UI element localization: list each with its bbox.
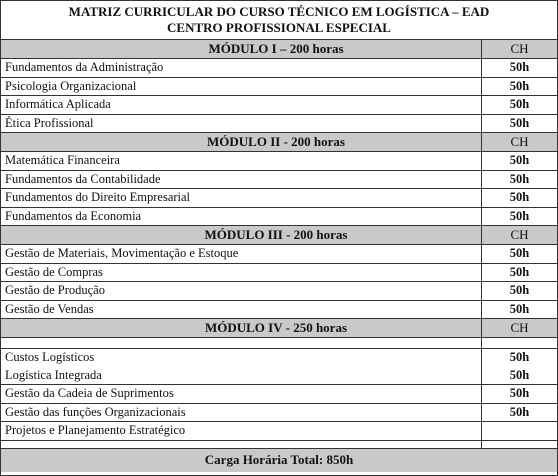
subject-name: Fundamentos da Administração: [1, 59, 482, 77]
subject-hours: 50h: [509, 208, 530, 223]
subject-name: Matemática Financeira: [1, 152, 482, 170]
title-line-2: CENTRO PROFISSIONAL ESPECIAL: [167, 20, 391, 35]
subject-hours: 50h: [509, 283, 530, 297]
table-row: [1, 245, 557, 264]
subject-hours: 50h: [509, 246, 530, 260]
subject-name: Fundamentos da Economia: [1, 208, 482, 226]
subject-hours: 50h: [509, 301, 530, 316]
subject-hours: 50h: [509, 367, 530, 382]
ch-header: CH: [510, 41, 529, 56]
subject-name: Informática Aplicada: [1, 96, 482, 114]
spacer-row: [1, 441, 557, 449]
table-row: [1, 264, 557, 283]
table-title: [1, 1, 557, 40]
module-name: MÓDULO III - 200 horas: [1, 226, 482, 244]
subject-name: Gestão de Compras: [1, 264, 482, 282]
subject-name: Gestão de Materiais, Movimentação e Estoque: [1, 245, 482, 263]
table-row: [1, 171, 557, 190]
subject-hours: 50h: [509, 115, 530, 130]
spacer-row: [1, 338, 557, 349]
table-row: [1, 59, 557, 78]
subject-hours: 50h: [509, 60, 530, 74]
ch-header: CH: [510, 227, 529, 242]
table-row: [1, 96, 557, 115]
table-row: [1, 282, 557, 301]
subject-list: [1, 349, 482, 384]
subject-hours: 50h: [509, 78, 530, 93]
subject-hours: [482, 422, 557, 440]
module-name: MÓDULO II - 200 horas: [1, 133, 482, 151]
module-name: MÓDULO IV - 250 horas: [1, 319, 482, 337]
module-header-3: [1, 226, 557, 245]
subject-name: Projetos e Planejamento Estratégico: [1, 422, 482, 440]
table-row: [1, 152, 557, 171]
module-header-1: [1, 40, 557, 59]
subject-name: Fundamentos da Contabilidade: [1, 171, 482, 189]
subject-name: Custos Logísticos: [5, 350, 95, 364]
module-name: MÓDULO I – 200 horas: [1, 40, 482, 58]
table-row: [1, 422, 557, 441]
hours-list: [482, 349, 557, 384]
subject-name: Gestão das funções Organizacionais: [1, 404, 482, 422]
table-row: [1, 385, 557, 404]
subject-name: Logística Integrada: [5, 367, 102, 382]
subject-name: Gestão de Produção: [1, 282, 482, 300]
subject-name: Gestão de Vendas: [1, 301, 482, 319]
subject-hours: 50h: [509, 153, 530, 167]
ch-header: CH: [510, 134, 529, 149]
subject-name: Gestão da Cadeia de Suprimentos: [1, 385, 482, 403]
module-header-4: [1, 319, 557, 338]
ch-header: CH: [510, 320, 529, 335]
subject-hours: 50h: [509, 190, 530, 204]
table-row: [1, 78, 557, 97]
subject-hours: 50h: [509, 264, 530, 279]
table-row: [1, 189, 557, 208]
table-row: [1, 115, 557, 134]
table-row: [1, 208, 557, 227]
subject-hours: 50h: [509, 97, 530, 111]
table-row: [1, 301, 557, 320]
table-row: [1, 404, 557, 423]
total-hours: Carga Horária Total: 850h: [1, 449, 557, 472]
module-header-2: [1, 133, 557, 152]
subject-name: Psicologia Organizacional: [1, 78, 482, 96]
subject-name: Fundamentos do Direito Empresarial: [1, 189, 482, 207]
subject-hours: 50h: [509, 404, 530, 419]
title-line-1: MATRIZ CURRICULAR DO CURSO TÉCNICO EM LOGÍSTICA – EAD: [68, 4, 490, 19]
subject-hours: 50h: [509, 350, 530, 364]
subject-hours: 50h: [509, 171, 530, 186]
module-4-block-a: [1, 349, 557, 385]
subject-name: Ética Profissional: [1, 115, 482, 133]
subject-hours: 50h: [509, 386, 530, 400]
